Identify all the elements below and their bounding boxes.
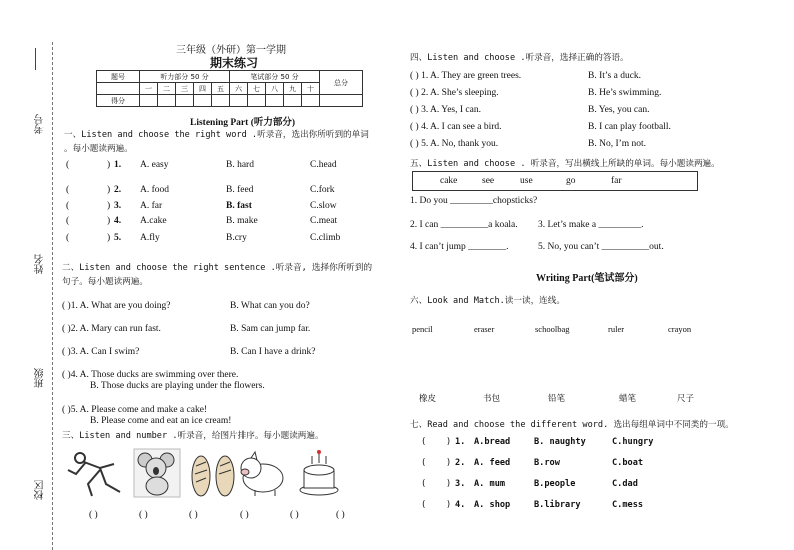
q2-item-2-b: B. Sam can jump far. [230,324,311,334]
writing-part-title: Writing Part(笔试部分) [536,273,638,284]
word-bank-word: cake [440,176,458,186]
q5-sentence-1: 1. Do you _________chopsticks? [410,196,538,206]
q2-instruction: 二、Listen and choose the right sentence .听录音, 选择你所听到的 [62,263,373,273]
jumping-boy-picture [66,448,126,500]
exam-number-label: 考号 [35,114,46,134]
match-word-en: ruler [608,324,625,334]
score-col: 五 [212,83,230,95]
listening-part-title: Listening Part (听力部分) [190,118,296,128]
q3-answer-blank[interactable]: ( ) [240,510,249,520]
q5-sentence-5: 5. No, you can’t __________out. [538,242,664,252]
writing-score-header: 笔试部分 50 分 [230,71,320,83]
score-table-header: 题号 [97,71,140,83]
match-word-en: pencil [412,324,433,334]
q2-item-5-a: ( )5. A. Please come and make a cake! [62,405,208,415]
score-col: 九 [284,83,302,95]
q2-item-5-b: B. Please come and eat an ice cream! [90,416,232,426]
q3-answer-blank[interactable]: ( ) [336,510,345,520]
total-score-header: 总分 [320,71,363,95]
q4-item-5-a: ( ) 5. A. No, thank you. [410,139,499,149]
q4-item-5-b: B. No, I’m not. [588,139,647,149]
score-col: 二 [158,83,176,95]
campus-label: 校区 [35,480,46,500]
q7-instruction: 七、Read and choose the different word. 选出每组单词中不同类的一项。 [410,420,734,430]
q3-answer-blank[interactable]: ( ) [189,510,198,520]
q4-item-3-b: B. Yes, you can. [588,105,650,115]
q1-instruction: 一、Listen and choose the right word .听录音，选出你所听到的单词 [64,130,369,140]
score-col: 一 [140,83,158,95]
q5-sentence-3: 3. Let’s make a _________. [538,220,644,230]
listening-score-header: 听力部分 50 分 [140,71,230,83]
match-word-zh: 铅笔 [548,394,566,404]
score-row-label: 得分 [97,95,140,107]
score-col: 十 [302,83,320,95]
q3-answer-blank[interactable]: ( ) [290,510,299,520]
q4-item-1-a: ( ) 1. A. They are green trees. [410,71,522,81]
q4-item-4-a: ( ) 4. A. I can see a bird. [410,122,502,132]
match-word-zh: 尺子 [677,394,695,404]
q4-instruction: 四、Listen and choose .听录音，选择正确的答语。 [410,53,629,63]
q4-item-3-a: ( ) 3. A. Yes, I can. [410,105,481,115]
q2-item-1-a: ( )1. A. What are you doing? [62,301,171,311]
q2-item-3-a: ( )3. A. Can I swim? [62,347,140,357]
match-word-en: crayon [668,324,692,334]
q4-item-4-b: B. I can play football. [588,122,671,132]
q3-instruction: 三、Listen and number .听录音，给图片排序。每小题读两遍。 [62,431,324,441]
q2-item-4-b: B. Those ducks are playing under the flowers. [90,381,265,391]
q5-sentence-4: 4. I can’t jump ________. [410,242,509,252]
pig-picture [235,448,289,498]
match-word-zh: 书包 [483,394,501,404]
score-table [96,70,363,107]
q6-instruction: 六、Look and Match.读一读，连线。 [410,296,565,306]
word-bank-word: see [482,176,495,186]
cake-picture [296,448,342,498]
q2-item-1-b: B. What can you do? [230,301,310,311]
q3-answer-blank[interactable]: ( ) [139,510,148,520]
match-word-zh: 橡皮 [419,394,437,404]
binding-line [52,42,53,550]
score-col: 四 [194,83,212,95]
word-bank-word: go [566,176,576,186]
word-bank-word: use [520,176,533,186]
match-word-en: schoolbag [535,324,570,334]
name-label: 姓名 [35,254,46,274]
class-label: 班级 [35,368,46,388]
q1-instruction-cont: 。每小题读两遍。 [64,144,133,154]
score-col: 三 [176,83,194,95]
q4-item-1-b: B. It’s a duck. [588,71,642,81]
q2-item-4-a: ( )4. A. Those ducks are swimming over there. [62,370,239,380]
margin-mark [35,48,36,70]
q5-instruction: 五、Listen and choose . 听录音，写出横线上所缺的单词。每小题读两遍。 [410,159,720,169]
q4-item-2-b: B. He’s swimming. [588,88,662,98]
exam-title: 三年级（外研）第一学期 [176,45,286,56]
q2-item-2-a: ( )2. A. Mary can run fast. [62,324,161,334]
match-word-en: eraser [474,324,495,334]
score-col: 八 [266,83,284,95]
q3-answer-blank[interactable]: ( ) [89,510,98,520]
score-col: 六 [230,83,248,95]
q2-instruction-cont: 句子。每小题读两遍。 [62,277,148,287]
word-bank-word: far [611,176,622,186]
q4-item-2-a: ( ) 2. A. She’s sleeping. [410,88,499,98]
exam-subtitle: 期末练习 [210,56,259,70]
q5-sentence-2: 2. I can __________a koala. [410,220,518,230]
match-word-zh: 蜡笔 [619,394,637,404]
bread-picture [189,448,237,498]
q2-item-3-b: B. Can I have a drink? [230,347,316,357]
koala-picture [133,448,181,498]
score-col: 七 [248,83,266,95]
